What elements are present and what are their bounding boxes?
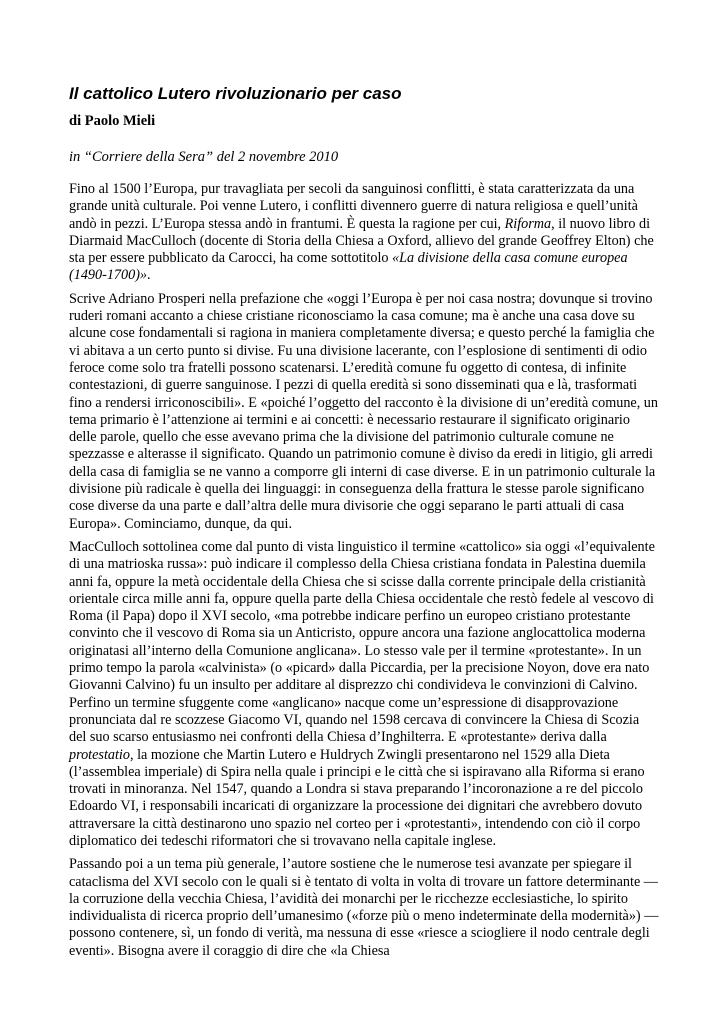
article-paragraph — [69, 181, 659, 285]
italic-text-segment: protestatio — [69, 746, 130, 763]
article-source: in “Corriere della Sera” del 2 novembre 2010 — [69, 149, 339, 165]
document-page — [69, 84, 659, 966]
text-segment: , la mozione che Martin Lutero e Huldrych Zwingli presentarono nel 1529 alla Dieta (l’assemblea imperiale) di Spira nella quale i principi e le città che si ispiravano alla Riforma si erano trovati in minoranza. Nel 1547, quando a Londra si stava preparando l’incoronazione a re del piccolo Edoardo VI, i responsabili incaricati di organizzare la processione dei dignitari che avrebbero dovuto attraversare la città destinarono uno spazio nel corteo per i «protestanti», intendendo con ciò il corpo diplomatico dei tedeschi riformatori che si trovavano nella capitale inglese. — [69, 746, 645, 849]
text-segment: . — [147, 267, 151, 284]
article-paragraph — [69, 291, 659, 533]
article-body — [69, 181, 659, 960]
italic-text-segment: Riforma — [504, 215, 552, 232]
article-title: Il cattolico Lutero rivoluzionario per caso — [69, 84, 402, 103]
italic-text-segment: «La divisione della casa comune europea (1490-1700)» — [69, 250, 628, 284]
article-paragraph — [69, 856, 659, 960]
text-segment: Scrive Adriano Prosperi nella prefazione che «oggi l’Europa è per noi casa nostra; dovunque si trovino ruderi romani accanto a chiese cristiane riconosciamo la casa comune; ma è anche una casa dove su alcune cose fondamentali si ragiona in maniera completamente diversa; e questo perché la famiglia che vi abitava a un certo punto si divise. Fu una divisione lacerante, con l’esplosione di sentimenti di odio feroce come solo tra fratelli possono scatenarsi. L’eredità comune fu oggetto di contesa, di infinite contestazioni, di guerre sanguinose. I pezzi di quella eredità si sono disseminati qua e là, trasformati fino a rendersi irriconoscibili». E «poiché l’oggetto del racconto è la divisione di un’eredità comune, un tema primario è l’attenzione ai termini e ai concetti: è necessario restaurare il significato originario delle parole, quello che esse avevano prima che la divisione del patrimonio culturale comune ne spezzasse e alterasse il significato. Quando un patrimonio comune è diviso da eredi in litigio, gli arredi della casa di famiglia se ne vanno a comporre gli interni di case diverse. E in un patrimonio culturale la divisione più radicale è quella dei linguaggi: in conseguenza della frattura le stesse parole significano cose diverse da una parte e dall’altra delle mura divisorie che oggi separano le parti attuali di casa Europa». Cominciamo, dunque, da qui. — [69, 290, 658, 532]
article-author: di Paolo Mieli — [69, 113, 156, 129]
text-segment: Passando poi a un tema più generale, l’autore sostiene che le numerose tesi avanzate per spiegare il cataclisma del XVI secolo con le quali si è tentato di volta in volta di trovare un fattore determinante — la corruzione della vecchia Chiesa, l’avidità dei monarchi per le ricchezze ecclesiastiche, lo spirito individualista di ricerca proprio dell’umanesimo («forze più o meno indeterminate della modernità») — possono contenere, sì, un fondo di verità, ma nessuna di esse «riesce a sciogliere il nodo centrale degli eventi». Bisogna avere il coraggio di dire che «la Chiesa — [69, 856, 659, 959]
article-paragraph — [69, 539, 659, 850]
text-segment: Fino al 1500 l’Europa, pur travagliata per secoli da sanguinosi conflitti, è stata caratterizzata da una grande unità culturale. Poi venne Lutero, i conflitti divennero guerre di natura religiosa e quell’unità andò in pezzi. L’Europa stessa andò in frantumi. È questa la ragione per cui, — [69, 181, 638, 232]
text-segment: , il nuovo libro di Diarmaid MacCulloch (docente di Storia della Chiesa a Oxford, allievo del grande Geoffrey Elton) che sta per essere pubblicato da Carocci, ha come sottotitolo — [69, 215, 654, 267]
text-segment: MacCulloch sottolinea come dal punto di vista linguistico il termine «cattolico» sia oggi «l’equivalente di una matrioska russa»: può indicare il complesso della Chiesa cristiana fondata in Palestina duemila anni fa, oppure la metà occidentale della Chiesa che si scisse dalla corrente principale della cristianità orientale circa mille anni fa, oppure quella parte della Chiesa occidentale che restò fedele al vescovo di Roma (il Papa) dopo il XVI secolo, «ma potrebbe indicare perfino un europeo cristiano protestante convinto che il vescovo di Roma sia un Anticristo, oppure ancora una fazione anglocattolica moderna originatasi all’interno della Comunione anglicana». Lo stesso vale per il termine «protestante». In un primo tempo la parola «calvinista» (o «picard» dalla Piccardia, per la precisione Noyon, dove era nato Giovanni Calvino) fu un insulto per additare al disprezzo chi condivideva le convinzioni di Calvino. Perfino un termine sfuggente come «anglicano» nacque come un’espressione di disapprovazione pronunciata dal re scozzese Giacomo VI, quando nel 1598 cercava di convincere la Chiesa di Scozia del suo scarso entusiasmo nei confronti della Chiesa d’Inghilterra. E «protestante» deriva dalla — [69, 538, 655, 746]
